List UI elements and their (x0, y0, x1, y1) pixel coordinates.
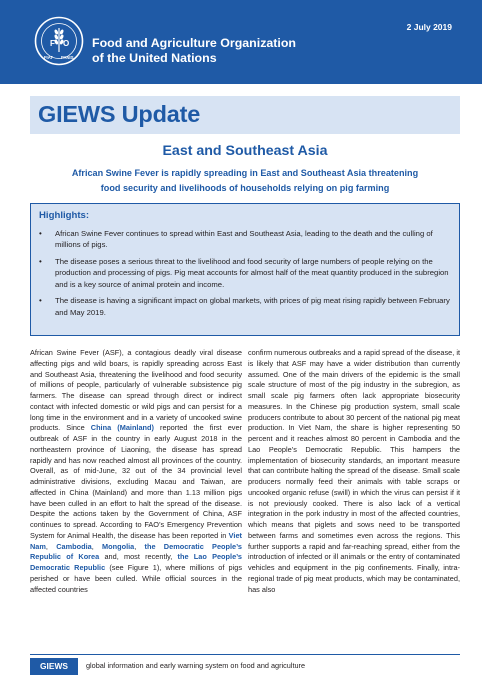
highlight-text: The disease is having a significant impact on global markets, with prices of pig meat rising rapidly between February and May 2019. (55, 296, 450, 317)
svg-text:PANIS: PANIS (61, 55, 74, 60)
org-name-line1: Food and Agriculture Organization (92, 36, 296, 50)
header-band (0, 0, 482, 84)
body-text: African Swine Fever (ASF), a contagious deadly viral disease affecting pigs and wild boars, is rapidly spreading across East and Southeast Asia, threatening the livelihood and food security of millions of people, particularly of vulnerable subsistence pig farmers. The disease can spread through direct or indirect contact with infected domestic or wild pigs and can persist for a long time in the environment and in a variety of uncooked swine products. Since (30, 348, 242, 433)
country-china: China (Mainland) (90, 423, 154, 433)
highlights-box (30, 203, 460, 336)
highlight-text: African Swine Fever continues to spread within East and Southeast Asia, leading to the death and the culling of millions of pigs. (55, 229, 433, 250)
body-text: , (45, 541, 57, 551)
highlight-item (37, 228, 453, 251)
highlight-item (37, 256, 453, 290)
footer-text: global information and early warning system on food and agriculture (86, 661, 306, 670)
region-heading: East and Southeast Asia (162, 143, 328, 159)
country-vietnam: Viet Nam (30, 530, 242, 551)
body-column-left (30, 348, 242, 595)
highlights-heading: Highlights: (39, 210, 90, 221)
body-text: , (91, 541, 103, 551)
page-title: GIEWS Update (38, 101, 201, 127)
subtitle-line1: African Swine Fever is rapidly spreading in East and Southeast Asia threatening (71, 168, 419, 178)
body-column-right: confirm numerous outbreaks and a rapid spread of the disease, it is likely that ASF may have a wider distribution than currently assumed. One of the main drivers of the epidemic is the small scale structure of most of the pig industry in the subregion, as small scale pig farmers often lack appropriate biosecurity measures. In the Chinese pig production system, small scale producers contribute to about 30 percent of the national pig meat production. In Viet Nam, the share is higher representing 50 percent and it reaches almost 80 percent in Cambodia and the Lao People’s Democratic Republic. This hampers the implementation of biosecurity standards, an important measure that can contribute halting the spread of the disease. Small scale producers normally feed their animals with table scraps or uncooked organic refuse (swill) in which the virus can persist if it is not previously cooked. There is also lack of a vertical integration in the pork industry in most of the affected countries, which means that piglets and sows need to be transported between farms and sometimes even across the regions. This further supports a rapid and far-reaching spread, either from the introduction of infected or ill animals or the entry of contaminated vehicles and equipment in the pig confinements. Finally, intra-regional trade of pig meat products, which may be contaminated, has also (248, 348, 460, 594)
fao-logo (34, 16, 84, 66)
body-text: and, most recently, (99, 552, 178, 562)
bullet-icon: • (39, 296, 42, 306)
highlight-text: The disease poses a serious threat to the livelihood and food security of large numbers of people relying on the production and processing of pigs. Pig meat accounts for almost half of the meat quantity produced in the subregion and is a key source of animal protein and income. (55, 257, 449, 289)
organization-name (92, 36, 296, 66)
country-mongolia: Mongolia (102, 541, 135, 551)
title-band (30, 96, 460, 134)
country-cambodia: Cambodia (56, 541, 92, 551)
report-subtitle (30, 166, 460, 196)
report-date: 2 July 2019 (406, 22, 452, 32)
highlights-list (37, 228, 453, 323)
country-dprk: the Democratic People’s Republic of Korea (30, 541, 242, 562)
highlight-item (37, 295, 453, 318)
country-laos: the Lao People’s Democratic Republic (30, 552, 243, 572)
body-text: (see Figure 1), where millions of pigs perished or have been culled. While official sources in the affected countries (30, 563, 242, 594)
svg-text:F: F (50, 39, 55, 48)
svg-text:O: O (63, 39, 70, 48)
svg-text:FIAT: FIAT (44, 55, 53, 60)
footer-giews-tag: GIEWS (30, 658, 78, 675)
org-name-line2: of the United Nations (92, 51, 217, 65)
bullet-icon: • (39, 229, 42, 238)
footer-divider (30, 654, 460, 655)
bullet-icon: • (39, 257, 42, 266)
body-text: reported the first ever outbreak of ASF in the country in early August 2018 in the northeastern province of Liaoning, the disease has spread rapidly and has now reached almost all provinces of the country. Overall, as of mid-June, 32 out of the 34 provincial level administrative divisions, excluding Macau and Taiwan, are affected in China (Mainland) and more than 1.13 million pigs have been culled in an effort to halt the spread of the disease. Despite the actions taken by the Government of China, ASF continues to spread. According to FAO’s Emergency Prevention System for Animal Health, the disease has been reported in (30, 423, 242, 540)
body-text: , (134, 541, 145, 551)
subtitle-line2: food security and livelihoods of households relying on pig farming (100, 183, 390, 193)
